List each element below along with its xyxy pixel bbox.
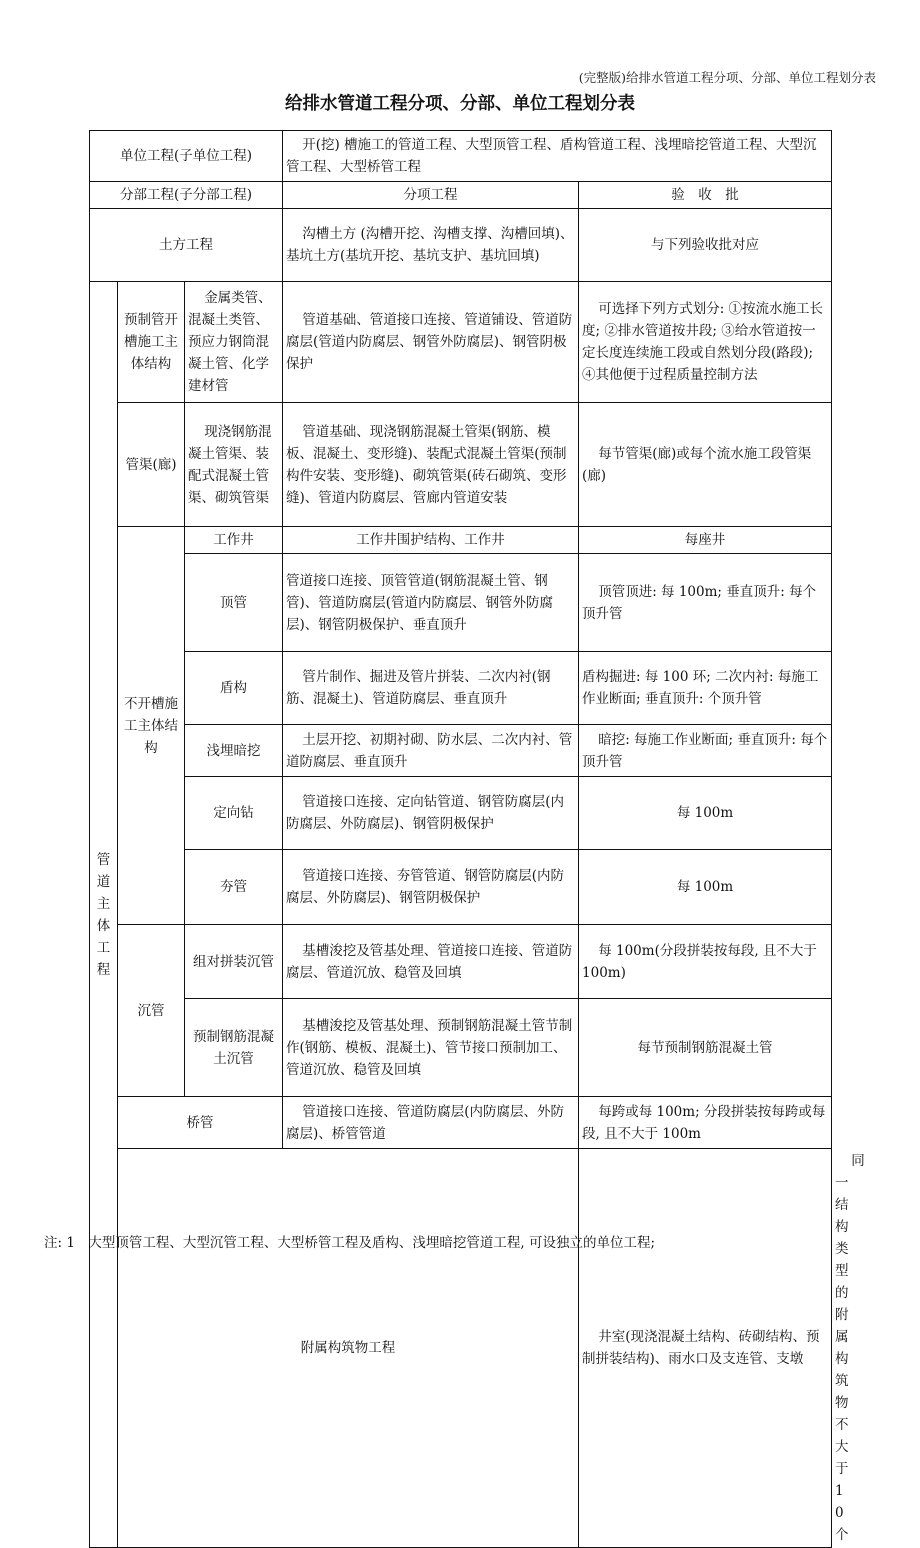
item-cell: 基槽浚挖及管基处理、预制钢筋混凝土管节制作(钢筋、模板、混凝土)、管节接口预制加工、管道沉放、稳管及回填 [283,999,579,1097]
table-row [90,725,832,777]
table-row [90,527,832,554]
item-cell: 管道接口连接、顶管管道(钢筋混凝土管、钢管)、管道防腐层(管道内防腐层、钢管外防腐层)、钢管阴极保护、垂直顶升 [283,554,579,652]
division-table [89,130,865,1548]
item-cell: 管道接口连接、定向钻管道、钢管防腐层(内防腐层、外防腐层)、钢管阴极保护 [283,777,579,850]
batch-cell: 盾构掘进: 每 100 环; 二次内衬: 每施工作业断面; 垂直顶升: 个顶升管 [579,652,832,725]
sub-cell: 浅埋暗挖 [185,725,283,777]
header-row [90,182,832,209]
batch-cell: 每节预制钢筋混凝土管 [579,999,832,1097]
document-header: (完整版)给排水管道工程分项、分部、单位工程划分表 [578,70,876,85]
batch-cell: 每 100m [579,777,832,850]
page-title: 给排水管道工程分项、分部、单位工程划分表 [285,94,635,114]
aux-row: 附属构筑物工程 井室(现浇混凝土结构、砖砌结构、预制拼装结构)、雨水口及支连管、支墩 同一结构类型的附属构筑物不大于 10 个 [90,1149,832,1548]
unit-row [90,131,832,182]
sub-cell: 预制钢筋混凝土沉管 [185,999,283,1097]
table-row [90,652,832,725]
batch-cell: 每 100m [579,850,832,925]
aux-name: 附属构筑物工程 [118,1149,579,1548]
col-division: 分部工程(子分部工程) [90,182,283,209]
bridge-batch: 每跨或每 100m; 分段拼装按每跨或每段, 且不大于 100m [579,1097,832,1149]
gallery-item: 管道基础、现浇钢筋混凝土管渠(钢筋、模板、混凝土、变形缝)、装配式混凝土管渠(预制构件安装、变形缝)、砌筑管渠(砖石砌筑、变形缝)、管道内防腐层、管廊内管道安装 [283,403,579,527]
sub-cell: 顶管 [185,554,283,652]
bridge-name: 桥管 [118,1097,283,1149]
gallery-name: 管渠(廊) [118,403,185,527]
gallery-sub: 现浇钢筋混凝土管渠、装配式混凝土管渠、砌筑管渠 [185,403,283,527]
precast-item: 管道基础、管道接口连接、管道铺设、管道防腐层(管道内防腐层、钢管外防腐层)、钢管阴极保护 [283,282,579,403]
earth-batch: 与下列验收批对应 [579,209,832,282]
precast-sub: 金属类管、混凝土类管、预应力钢筒混凝土管、化学建材管 [185,282,283,403]
sub-cell: 工作井 [185,527,283,554]
unit-value: 开(挖) 槽施工的管道工程、大型顶管工程、盾构管道工程、浅埋暗挖管道工程、大型沉管工程、大型桥管工程 [283,131,832,182]
batch-cell: 顶管顶进: 每 100m; 垂直顶升: 每个顶升管 [579,554,832,652]
batch-cell: 每座井 [579,527,832,554]
table-row [90,925,832,999]
item-cell: 管片制作、掘进及管片拼装、二次内衬(钢筋、混凝土)、管道防腐层、垂直顶升 [283,652,579,725]
table-row [90,999,832,1097]
item-cell: 土层开挖、初期衬砌、防水层、二次内衬、管道防腐层、垂直顶升 [283,725,579,777]
batch-cell: 暗挖: 每施工作业断面; 垂直顶升: 每个顶升管 [579,725,832,777]
batch-cell: 每 100m(分段拼装按每段, 且不大于 100m) [579,925,832,999]
earth-item: 沟槽土方 (沟槽开挖、沟槽支撑、沟槽回填)、基坑土方(基坑开挖、基坑支护、基坑回填) [283,209,579,282]
gallery-row [90,403,832,527]
precast-row [90,282,832,403]
table-row [90,850,832,925]
table-row [90,554,832,652]
item-cell: 基槽浚挖及管基处理、管道接口连接、管道防腐层、管道沉放、稳管及回填 [283,925,579,999]
table-row [90,777,832,850]
aux-item: 井室(现浇混凝土结构、砖砌结构、预制拼装结构)、雨水口及支连管、支墩 [579,1149,832,1548]
sub-cell: 定向钻 [185,777,283,850]
main-label: 管道主体工程 [90,282,118,1548]
item-cell: 工作井围护结构、工作井 [283,527,579,554]
trenchless-name: 不开槽施工主体结构 [118,527,185,925]
sub-cell: 夯管 [185,850,283,925]
gallery-batch: 每节管渠(廊)或每个流水施工段管渠(廊) [579,403,832,527]
item-cell: 管道接口连接、夯管管道、钢管防腐层(内防腐层、外防腐层)、钢管阴极保护 [283,850,579,925]
precast-batch: 可选择下列方式划分: ①按流水施工长度; ②排水管道按井段; ③给水管道按一定长度连续施工段或自然划分段(路段); ④其他便于过程质量控制方法 [579,282,832,403]
bridge-item: 管道接口连接、管道防腐层(内防腐层、外防腐层)、桥管管道 [283,1097,579,1149]
sub-cell: 盾构 [185,652,283,725]
sub-cell: 组对拼装沉管 [185,925,283,999]
unit-label: 单位工程(子单位工程) [90,131,283,182]
earth-row [90,209,832,282]
col-item: 分项工程 [283,182,579,209]
bridge-row [90,1097,832,1149]
sink-name: 沉管 [118,925,185,1097]
earth-name: 土方工程 [90,209,283,282]
precast-name: 预制管开槽施工主体结构 [118,282,185,403]
footnote: 注: 1 大型顶管工程、大型沉管工程、大型桥管工程及盾构、浅埋暗挖管道工程, 可设独立的单位工程; [44,1235,656,1251]
col-batch: 验 收 批 [579,182,832,209]
